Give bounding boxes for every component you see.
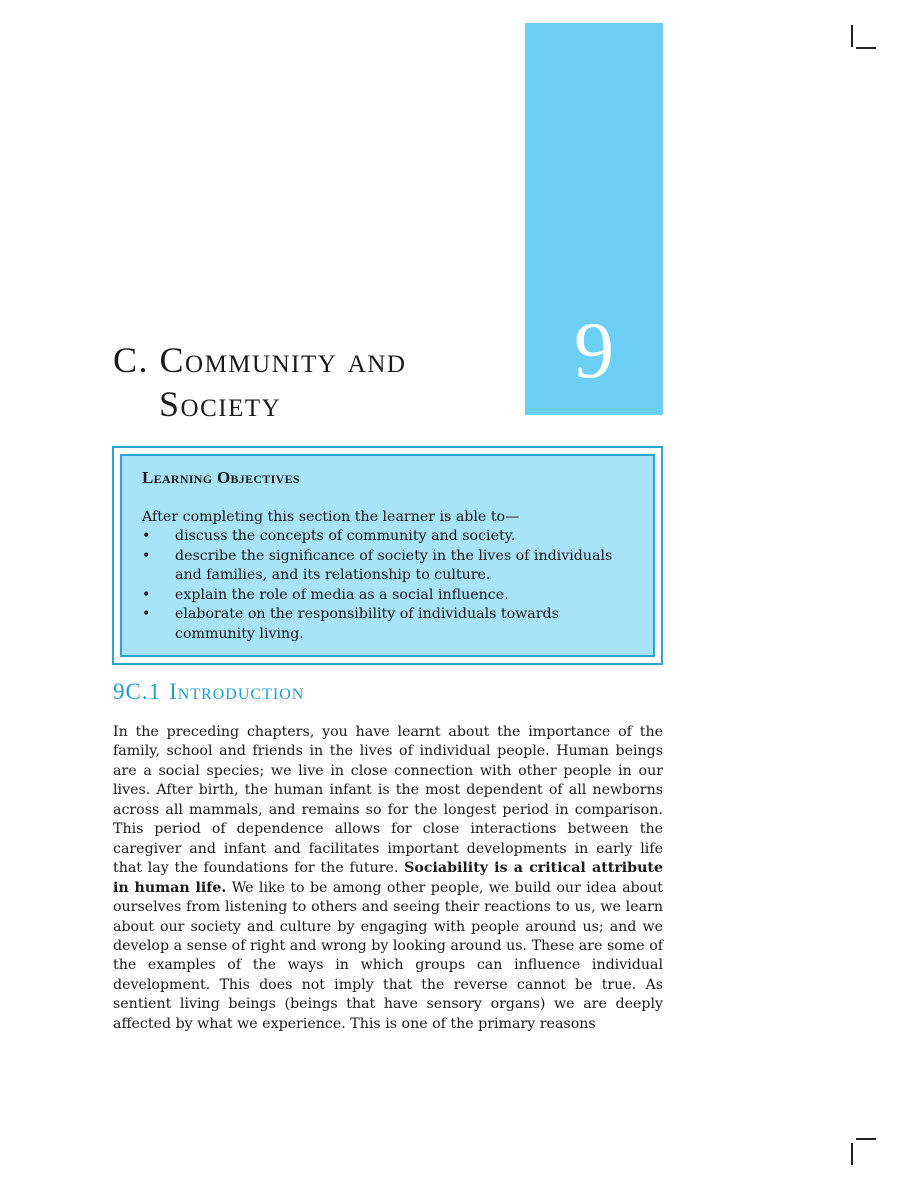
objective-item: • describe the significance of society in the lives of individuals and families, and its relationship to culture.	[142, 547, 642, 586]
chapter-number: 9	[574, 307, 614, 395]
objective-item: • elaborate on the responsibility of individuals towards community living.	[142, 605, 642, 644]
body-text-bold: Sociability is a critical attribute in human life.	[113, 860, 664, 896]
crop-mark-top-vertical	[851, 25, 853, 47]
section-number: 9C.1	[113, 679, 162, 704]
chapter-title-line1: C. Community and	[113, 340, 407, 380]
objective-item: • explain the role of media as a social influence.	[142, 586, 642, 606]
section-title: Introduction	[169, 679, 305, 704]
learning-objectives-panel	[120, 454, 655, 657]
learning-objectives-list	[142, 527, 642, 644]
crop-mark-top-horizontal	[856, 47, 876, 49]
learning-objectives-heading: Learning Objectives	[142, 468, 300, 487]
crop-mark-bottom-vertical	[851, 1143, 853, 1165]
body-text-part1: In the preceding chapters, you have learnt about the importance of the family, school and friends in the lives of individual people. Human beings are a social species; we live in close connection with other people in our lives. After birth, the human infant is the most dependent of all newborns across all mammals, and remains so for the longest period in comparison. This period of dependence allows for close interactions between the caregiver and infant and facilitates important developments in early life that lay the foundations for the future.	[113, 724, 663, 877]
body-paragraph	[113, 723, 663, 1034]
chapter-title-line2: Society	[159, 384, 282, 424]
crop-mark-bottom-horizontal	[856, 1138, 876, 1140]
learning-objectives-intro: After completing this section the learner is able to—	[142, 509, 520, 525]
chapter-title	[113, 338, 513, 426]
objective-item: • discuss the concepts of community and society.	[142, 527, 642, 547]
section-heading	[113, 679, 304, 705]
body-text-part2: We like to be among other people, we build our idea about ourselves from listening to others and seeing their reactions to us, we learn about our society and culture by engaging with people around us; and we develop a sense of right and wrong by looking around us. These are some of the examples of the ways in which groups can influence individual development. This does not imply that the reverse cannot be true. As sentient living beings (beings that have sensory organs) we are deeply affected by what we experience. This is one of the primary reasons	[113, 879, 663, 1032]
learning-objectives-box	[112, 446, 663, 665]
